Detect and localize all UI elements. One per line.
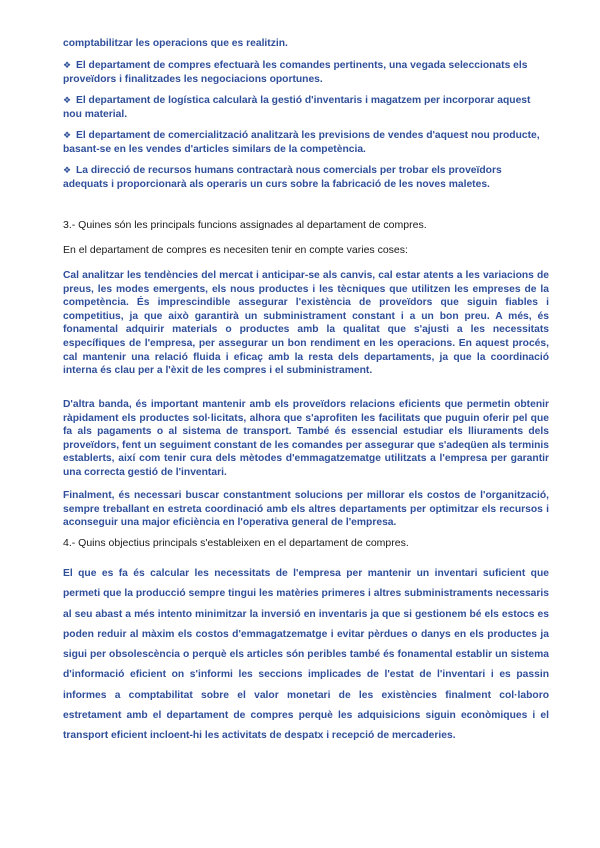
question-3-lead: En el departament de compres es necesiten tenir en compte varies coses: [63, 244, 408, 256]
bullet-text: El departament de comercialització analitzarà les previsions de vendes d'aquest nou producte, basant-se en les vendes d'articles similars de la competència. [63, 130, 540, 155]
diamond-bullet-icon: ❖ [63, 60, 72, 70]
bullet-text: El departament de logística calcularà la gestió d'inventaris i magatzem per incorporar aquest nou material. [63, 95, 531, 120]
intro-line: comptabilitzar les operacions que es realitzin. [63, 38, 288, 49]
answer-3-paragraph-1: Cal analitzar les tendències del mercat i anticipar-se als canvis, cal estar atents a les variacions de preus, les modes emergents, els nous productes i les tècniques que utilitzen les empreses de la competència. És imprescindible assegurar l'existència de proveïdors que siguin fiables i competitius, ja que això garantirà un subministrament constant i a un bon preu. A més, és fonamental adquirir materials o productes amb la qualitat que s'ajusti a les necessitats específiques de l'empresa, per assegurar un bon rendiment en les operacions. En aquest procés, cal mantenir una relació fluida i eficaç amb la resta dels departaments, ja que la coordinació interna és clau per a l'èxit de les compres i el subministrament. [63, 270, 549, 377]
bullet-text: El departament de compres efectuarà les comandes pertinents, una vegada seleccionats els proveïdors i finalitzades les negociacions oportunes. [63, 60, 528, 85]
answer-3-paragraph-2: D'altra banda, és important mantenir amb els proveïdors relacions eficients que permetin obtenir ràpidament els productes sol·licitats, alhora que s'aprofiten les facilitats que puguin oferir pel que fa als pagaments o al sistema de transport. També és essencial estudiar els lliuraments dels proveïdors, fent un seguiment constant de les comandes per assegurar que s'adeqüen als terminis establerts, així com tenir cura dels mètodes d'emmagatzematge utilitzats a l'empresa per garantir una correcta gestió de l'inventari. [63, 399, 549, 478]
question-4-heading: 4.- Quins objectius principals s'estableixen en el departament de compres. [63, 537, 409, 549]
bullet-item [63, 164, 549, 191]
diamond-bullet-icon: ❖ [63, 130, 72, 140]
diamond-bullet-icon: ❖ [63, 95, 72, 105]
bullet-item [63, 59, 549, 86]
question-3-heading: 3.- Quines són les principals funcions assignades al departament de compres. [63, 219, 427, 231]
answer-4-paragraph: El que es fa és calcular les necessitats de l'empresa per mantenir un inventari suficient que permeti que la producció sempre tingui les matèries primeres i altres subministraments necessaris al seu abast a més intento minimitzar la inversió en inventaris ja que si gestionem bé els estocs es poden reduir al màxim els costos d'emmagatzematge i evitar pèrdues o danys en els productes ja sigui per obsolescència o perquè els articles són peribles també és fonamental establir un sistema d'informació eficient on s'informi les seccions implicades de l'estat de l'inventari i es passin informes a comptabilitat sobre el valor monetari de les existències finalment col·laboro estretament amb el departament de compres perquè les adquisicions siguin econòmiques i el transport eficient incloent-hi les activitats de despatx i recepció de mercaderies. [63, 568, 549, 742]
answer-3-paragraph-3: Finalment, és necessari buscar constantment solucions per millorar els costos de l'organització, sempre treballant en estreta coordinació amb els altres departaments per optimitzar els recursos i aconseguir una major eficiència en l'operativa general de l'empresa. [63, 490, 549, 529]
bullet-item [63, 129, 549, 156]
bullet-text: La direcció de recursos humans contractarà nous comercials per trobar els proveïdors adequats i proporcionarà als operaris un curs sobre la fabricació de les noves maletes. [63, 165, 502, 190]
bullet-item [63, 94, 549, 121]
diamond-bullet-icon: ❖ [63, 165, 72, 175]
